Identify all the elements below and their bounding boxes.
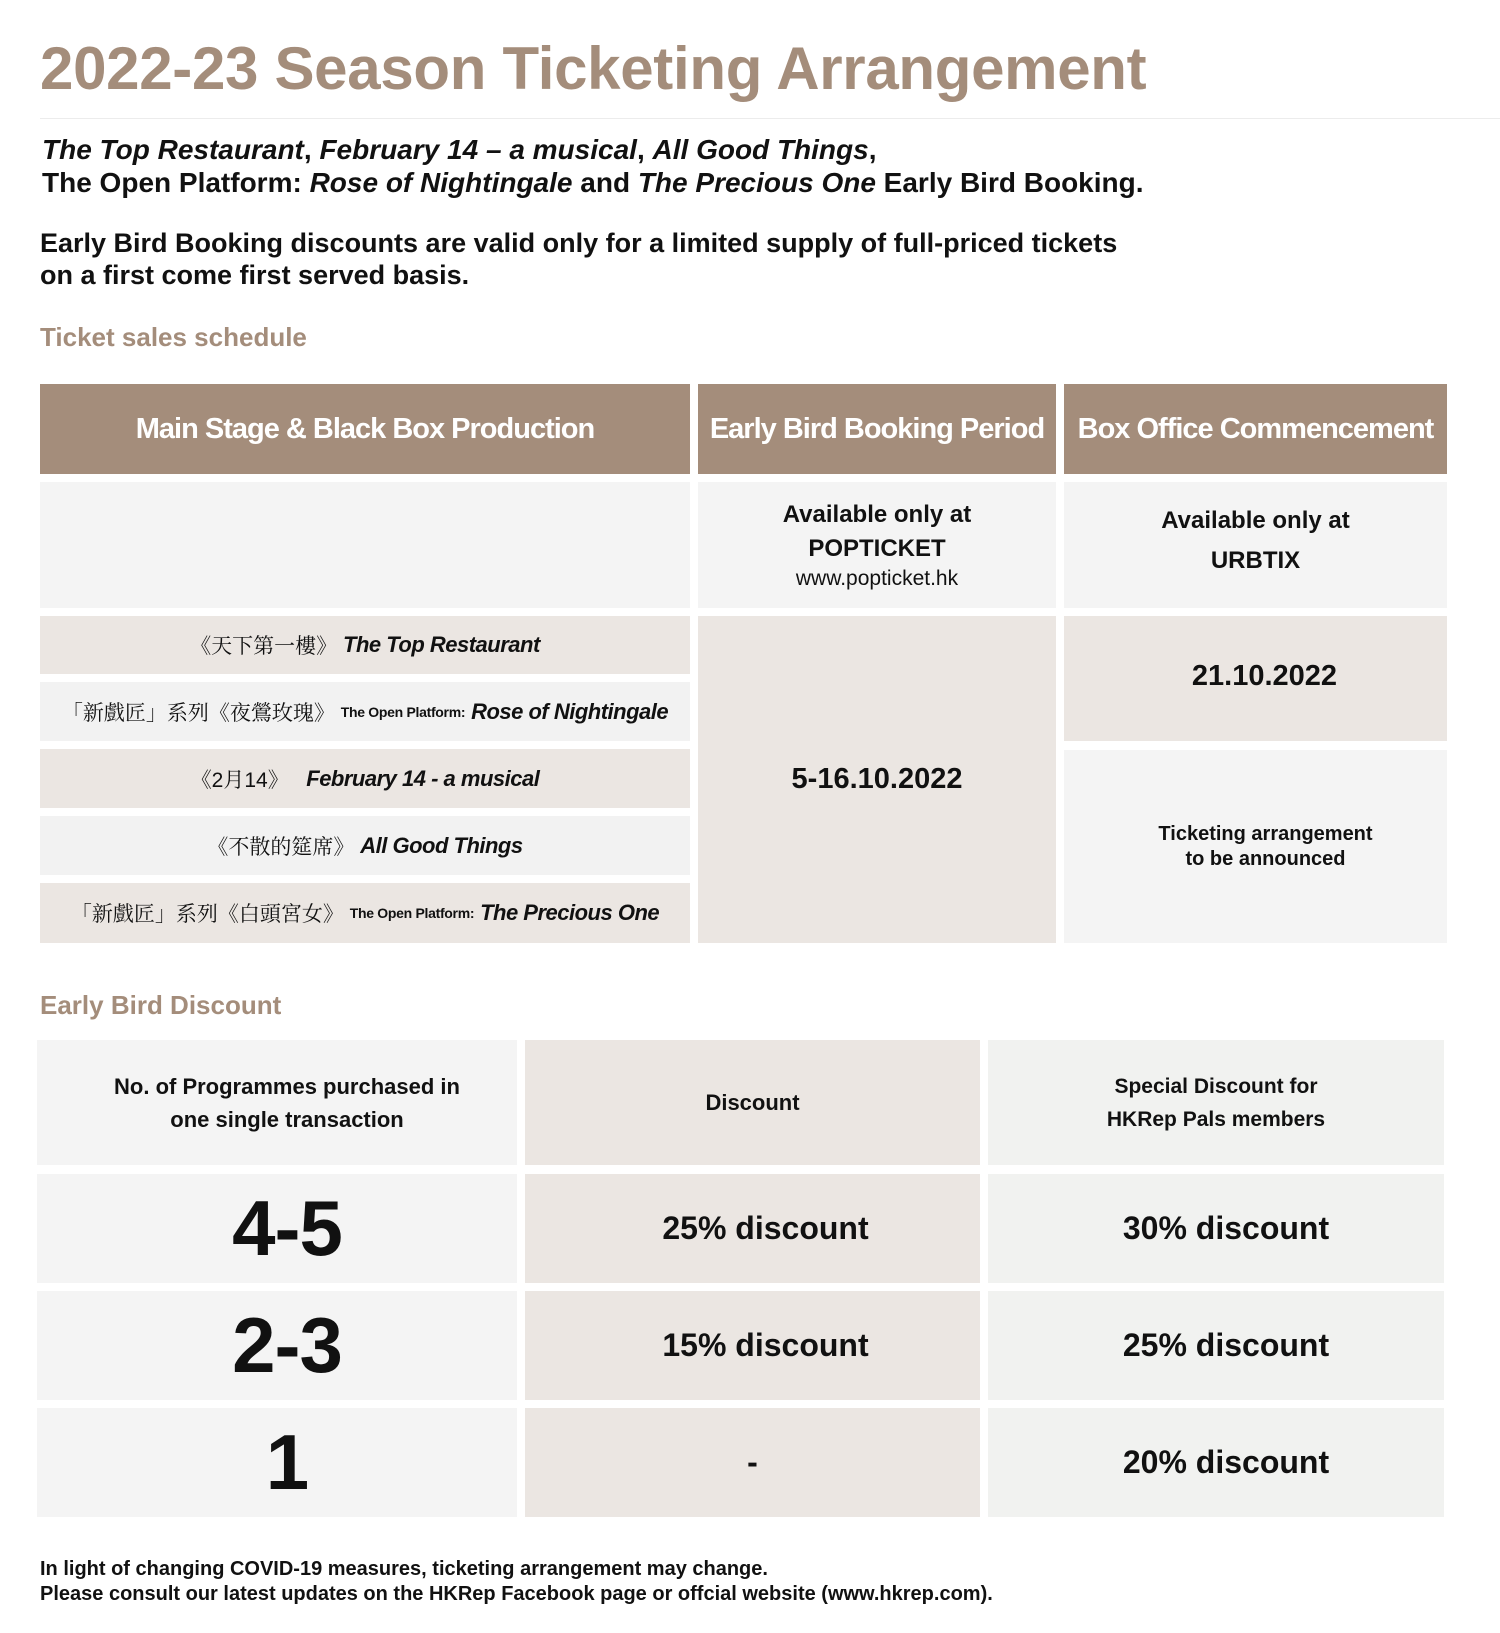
italic-title-segment: The Top Restaurant	[42, 134, 304, 165]
early-bird-availability-line-1: Available only at	[782, 501, 972, 528]
text-segment: The Open Platform:	[42, 167, 310, 198]
text-segment: ,	[303, 134, 320, 165]
early-bird-availability-line-2: POPTICKET	[808, 535, 946, 562]
production-en: February 14 - a musical	[306, 765, 540, 791]
production-zh: 《天下第一樓》	[190, 635, 338, 658]
text-segment: ,	[868, 134, 877, 165]
production-zh: 《2月14》	[190, 768, 289, 792]
early-bird-availability	[698, 482, 1056, 608]
intro-line-1	[42, 134, 877, 166]
empty-cell	[40, 482, 690, 608]
text-segment: and	[572, 167, 638, 198]
discount-col-programmes-line-2: one single transaction	[170, 1106, 404, 1132]
discount-count: 2-3	[37, 1291, 517, 1400]
production-en: Rose of Nightingale	[471, 698, 669, 724]
header-box-office: Box Office Commencement	[1064, 384, 1447, 474]
italic-title-segment: February 14 – a musical	[319, 134, 637, 165]
discount-col-pals	[988, 1040, 1444, 1165]
discount-value: 15% discount	[525, 1291, 980, 1400]
box-office-availability-line-2: URBTIX	[1210, 547, 1301, 574]
box-office-date: 21.10.2022	[1064, 616, 1447, 741]
header-production: Main Stage & Black Box Production	[40, 384, 690, 474]
production-zh: 「新戲匠」系列《白頭宮女》	[70, 903, 344, 926]
discount-count: 1	[37, 1408, 517, 1517]
production-row	[40, 616, 690, 674]
discount-count: 4-5	[37, 1174, 517, 1283]
early-bird-period-value: 5-16.10.2022	[698, 616, 1056, 943]
notice-line-2: on a first come first served basis.	[40, 260, 470, 290]
discount-col-programmes-line-1: No. of Programmes purchased in	[114, 1073, 460, 1099]
discount-col-programmes	[37, 1040, 517, 1165]
footer-line-2: Please consult our latest updates on the HKRep Facebook page or offcial website (www.hkrep.com).	[40, 1583, 993, 1605]
production-zh: 《不散的筵席》	[207, 835, 355, 859]
pals-discount-value: 25% discount	[988, 1291, 1444, 1400]
discount-col-pals-line-1: Special Discount for	[1114, 1074, 1318, 1098]
tba-cell	[1064, 750, 1447, 943]
text-segment: ,	[636, 134, 653, 165]
box-office-availability-line-1: Available only at	[1161, 507, 1350, 534]
production-zh: 「新戲匠」系列《夜鶯玫瑰》	[61, 701, 335, 725]
schedule-heading: Ticket sales schedule	[40, 322, 307, 352]
popticket-url: www.popticket.hk	[795, 567, 959, 590]
intro-line-2	[42, 167, 1144, 199]
discount-heading: Early Bird Discount	[40, 990, 282, 1020]
text-segment: Early Bird Booking.	[875, 167, 1144, 198]
discount-value: 25% discount	[525, 1174, 980, 1283]
production-en: The Precious One	[480, 900, 660, 925]
discount-value: -	[525, 1408, 980, 1517]
production-platform: The Open Platform:	[349, 905, 475, 921]
footer-line-1: In light of changing COVID-19 measures, ticketing arrangement may change.	[40, 1558, 768, 1580]
production-platform: The Open Platform:	[340, 703, 466, 720]
box-office-availability	[1064, 482, 1447, 608]
pals-discount-value: 20% discount	[988, 1408, 1444, 1517]
discount-col-discount: Discount	[525, 1040, 980, 1165]
production-en: The Top Restaurant	[343, 632, 540, 657]
production-row	[40, 749, 690, 808]
italic-title-segment: Rose of Nightingale	[309, 167, 573, 198]
production-en: All Good Things	[360, 832, 523, 858]
production-row	[40, 816, 690, 875]
discount-col-pals-line-2: HKRep Pals members	[1106, 1107, 1326, 1131]
header-early-bird-period: Early Bird Booking Period	[698, 384, 1056, 474]
title-divider	[40, 118, 1500, 119]
production-row	[40, 883, 690, 943]
page-title: 2022-23 Season Ticketing Arrangement	[40, 35, 1147, 102]
tba-line-2: to be announced	[1185, 847, 1346, 870]
italic-title-segment: All Good Things	[652, 134, 869, 165]
pals-discount-value: 30% discount	[988, 1174, 1444, 1283]
production-row	[40, 682, 690, 741]
notice-line-1: Early Bird Booking discounts are valid only for a limited supply of full-priced tickets	[40, 228, 1118, 258]
italic-title-segment: The Precious One	[637, 167, 876, 198]
tba-line-1: Ticketing arrangement	[1158, 822, 1373, 845]
